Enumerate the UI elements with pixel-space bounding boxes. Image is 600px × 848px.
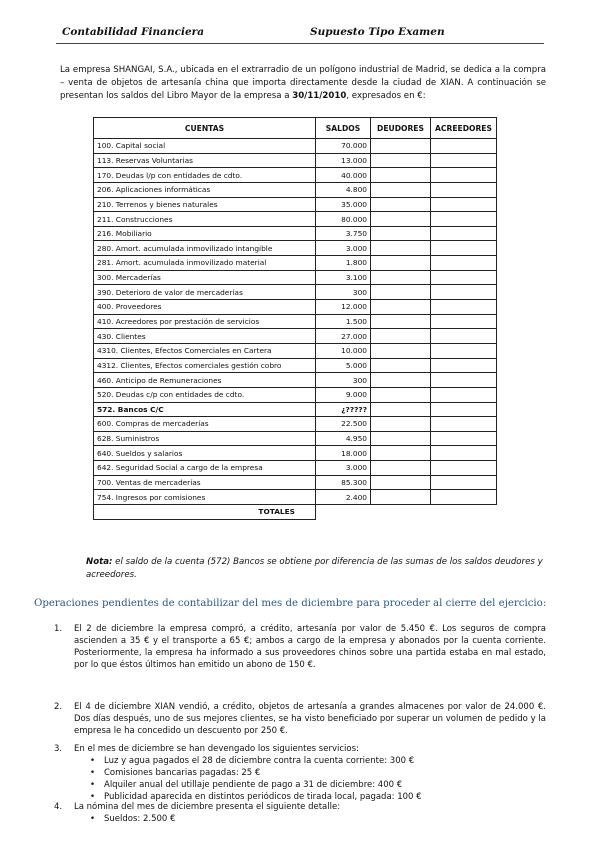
cell-acreedores: [431, 329, 497, 344]
table-row: [94, 358, 497, 373]
operation-number: 3.: [54, 744, 63, 754]
table-row: [94, 431, 497, 446]
cell-cuenta: 300. Mercaderías: [94, 270, 316, 285]
cell-cuenta: 210. Terrenos y bienes naturales: [94, 197, 316, 212]
header-subject: Contabilidad Financiera: [62, 26, 205, 38]
cell-cuenta: 754. Ingresos por comisiones: [94, 490, 316, 505]
table-row: [94, 270, 497, 285]
cell-acreedores: [431, 256, 497, 271]
table-row: [94, 168, 497, 183]
list-item-text: Sueldos: 2.500 €: [104, 814, 176, 824]
cell-saldo: 85.300: [316, 475, 371, 490]
totals-label: TOTALES: [94, 505, 316, 520]
cell-saldo: 9.000: [316, 387, 371, 402]
cell-cuenta: 642. Seguridad Social a cargo de la empresa: [94, 461, 316, 476]
cell-deudores: [371, 402, 431, 417]
cell-deudores: [371, 139, 431, 154]
table-row: [94, 300, 497, 315]
cell-deudores: [371, 241, 431, 256]
cell-deudores: [371, 182, 431, 197]
operation-1: [54, 623, 546, 671]
cell-cuenta: 206. Aplicaciones informáticas: [94, 182, 316, 197]
list-item-text: Luz y agua pagados el 28 de diciembre contra la cuenta corriente: 300 €: [104, 756, 415, 766]
table-row: [94, 182, 497, 197]
cell-saldo: 70.000: [316, 139, 371, 154]
cell-saldo: 2.400: [316, 490, 371, 505]
cell-acreedores: [431, 461, 497, 476]
list-item: [90, 813, 546, 825]
cell-cuenta: 216. Mobiliario: [94, 226, 316, 241]
totals-row: [94, 505, 497, 520]
table-row: [94, 139, 497, 154]
cell-saldo: 5.000: [316, 358, 371, 373]
bullet-icon: •: [90, 792, 96, 802]
operation-3: [54, 743, 546, 803]
cell-cuenta: 170. Deudas l/p con entidades de cdto.: [94, 168, 316, 183]
note-text: el saldo de la cuenta (572) Bancos se obtiene por diferencia de las sumas de los saldos deudores y acreedores.: [86, 557, 543, 580]
operation-text: En el mes de diciembre se han devengado los siguientes servicios:: [74, 744, 359, 754]
totals-empty-cell: [371, 505, 431, 520]
cell-saldo: 22.500: [316, 417, 371, 432]
cell-acreedores: [431, 431, 497, 446]
cell-deudores: [371, 431, 431, 446]
cell-acreedores: [431, 139, 497, 154]
cell-cuenta: 4310. Clientes, Efectos Comerciales en Cartera: [94, 343, 316, 358]
cell-saldo: 10.000: [316, 343, 371, 358]
table-row: [94, 153, 497, 168]
intro-date: 30/11/2010: [292, 91, 347, 101]
operation-text: El 2 de diciembre la empresa compró, a crédito, artesanía por valor de 5.450 €. Los seguros de compra ascienden a 35 € y el transporte a 65 €; ambos a cargo de la empresa y abonados por la cuenta corriente. Posteriormente, la empresa ha informado a sus proveedores chinos sobre una partida estaba en mal estado, por lo que éstos últimos han emitido un abono de 150 €.: [74, 624, 546, 670]
cell-acreedores: [431, 446, 497, 461]
cell-saldo: 3.000: [316, 241, 371, 256]
list-item: [90, 767, 546, 779]
header-doc-type: Supuesto Tipo Examen: [310, 26, 445, 38]
cell-saldo: 4.950: [316, 431, 371, 446]
cell-cuenta: 410. Acreedores por prestación de servicios: [94, 314, 316, 329]
cell-cuenta: 572. Bancos C/C: [94, 402, 316, 417]
cell-deudores: [371, 197, 431, 212]
note: [86, 556, 546, 582]
cell-deudores: [371, 314, 431, 329]
page-header: [56, 26, 544, 44]
ledger-header-row: [94, 118, 497, 139]
cell-deudores: [371, 256, 431, 271]
list-item-text: Alquiler anual del utillaje pendiente de pago a 31 de diciembre: 400 €: [104, 780, 403, 790]
cell-acreedores: [431, 417, 497, 432]
cell-deudores: [371, 387, 431, 402]
table-row: [94, 285, 497, 300]
operation-4: [54, 801, 546, 825]
ledger-table: [93, 117, 497, 520]
cell-saldo: 80.000: [316, 212, 371, 227]
cell-deudores: [371, 212, 431, 227]
list-item: [90, 779, 546, 791]
cell-acreedores: [431, 197, 497, 212]
cell-acreedores: [431, 226, 497, 241]
cell-cuenta: 460. Anticipo de Remuneraciones: [94, 373, 316, 388]
table-row: [94, 241, 497, 256]
cell-saldo: 300: [316, 285, 371, 300]
operation-number: 1.: [54, 624, 63, 634]
col-header-deudores: DEUDORES: [371, 118, 431, 139]
cell-acreedores: [431, 270, 497, 285]
table-row: [94, 402, 497, 417]
list-item-text: Comisiones bancarias pagadas: 25 €: [104, 768, 261, 778]
cell-saldo: 3.000: [316, 461, 371, 476]
operation-text: El 4 de diciembre XIAN vendió, a crédito, objetos de artesanía a grandes almacenes por valor de 24.000 €. Dos días después, uno de sus mejores clientes, se ha visto beneficiado por superar un volumen de pedido y la empresa le ha concedido un descuento por 250 €.: [74, 702, 546, 736]
ledger-body: [94, 139, 497, 520]
operation-2: [54, 701, 546, 737]
cell-acreedores: [431, 373, 497, 388]
intro-text: La empresa SHANGAI, S.A., ubicada en el extrarradio de un polígono industrial de Madrid, se dedica a la compra – venta de objetos de artesanía china que importa directamente desde la ciudad de XIAN. A continuación se presentan los saldos del Libro Mayor de la empresa a: [60, 65, 546, 101]
cell-acreedores: [431, 285, 497, 300]
cell-acreedores: [431, 153, 497, 168]
cell-cuenta: 600. Compras de mercaderías: [94, 417, 316, 432]
cell-acreedores: [431, 212, 497, 227]
table-row: [94, 475, 497, 490]
cell-deudores: [371, 490, 431, 505]
cell-saldo: 1.500: [316, 314, 371, 329]
cell-cuenta: 280. Amort. acumulada inmovilizado intangible: [94, 241, 316, 256]
table-row: [94, 329, 497, 344]
cell-acreedores: [431, 300, 497, 315]
cell-cuenta: 640. Sueldos y salarios: [94, 446, 316, 461]
cell-saldo: ¿?????: [316, 402, 371, 417]
table-row: [94, 387, 497, 402]
operation-number: 4.: [54, 802, 63, 812]
cell-acreedores: [431, 343, 497, 358]
table-row: [94, 461, 497, 476]
section-title: Operaciones pendientes de contabilizar del mes de diciembre para proceder al cierre del ejercicio:: [34, 598, 547, 609]
cell-acreedores: [431, 358, 497, 373]
cell-deudores: [371, 461, 431, 476]
cell-deudores: [371, 270, 431, 285]
cell-saldo: 1.800: [316, 256, 371, 271]
cell-cuenta: 113. Reservas Voluntarias: [94, 153, 316, 168]
cell-cuenta: 400. Proveedores: [94, 300, 316, 315]
cell-acreedores: [431, 241, 497, 256]
cell-cuenta: 211. Construcciones: [94, 212, 316, 227]
cell-acreedores: [431, 490, 497, 505]
cell-acreedores: [431, 168, 497, 183]
cell-deudores: [371, 343, 431, 358]
cell-cuenta: 628. Suministros: [94, 431, 316, 446]
table-row: [94, 446, 497, 461]
list-item-text: Publicidad aparecida en distintos periódicos de tirada local, pagada: 100 €: [104, 792, 422, 802]
cell-cuenta: 4312. Clientes, Efectos comerciales gestión cobro: [94, 358, 316, 373]
table-row: [94, 226, 497, 241]
intro-tail: , expresados en €:: [346, 91, 426, 101]
cell-cuenta: 700. Ventas de mercaderías: [94, 475, 316, 490]
totals-empty-cell: [316, 505, 371, 520]
cell-acreedores: [431, 182, 497, 197]
cell-deudores: [371, 226, 431, 241]
cell-cuenta: 390. Deterioro de valor de mercaderías: [94, 285, 316, 300]
col-header-acreedores: ACREEDORES: [431, 118, 497, 139]
table-row: [94, 212, 497, 227]
cell-saldo: 300: [316, 373, 371, 388]
cell-cuenta: 100. Capital social: [94, 139, 316, 154]
bullet-icon: •: [90, 780, 96, 790]
cell-saldo: 27.000: [316, 329, 371, 344]
cell-saldo: 35.000: [316, 197, 371, 212]
operation-text: La nómina del mes de diciembre presenta el siguiente detalle:: [74, 802, 341, 812]
table-row: [94, 197, 497, 212]
cell-cuenta: 281. Amort. acumulada inmovilizado material: [94, 256, 316, 271]
cell-cuenta: 430. Clientes: [94, 329, 316, 344]
operation-number: 2.: [54, 702, 63, 712]
cell-deudores: [371, 373, 431, 388]
cell-deudores: [371, 446, 431, 461]
bullet-icon: •: [90, 768, 96, 778]
cell-deudores: [371, 417, 431, 432]
cell-saldo: 13.000: [316, 153, 371, 168]
cell-saldo: 4.800: [316, 182, 371, 197]
cell-saldo: 12.000: [316, 300, 371, 315]
cell-acreedores: [431, 387, 497, 402]
cell-acreedores: [431, 314, 497, 329]
cell-deudores: [371, 168, 431, 183]
cell-deudores: [371, 329, 431, 344]
intro-paragraph: [60, 64, 546, 103]
totals-empty-cell: [431, 505, 497, 520]
table-row: [94, 256, 497, 271]
cell-saldo: 40.000: [316, 168, 371, 183]
cell-saldo: 3.750: [316, 226, 371, 241]
cell-saldo: 18.000: [316, 446, 371, 461]
table-row: [94, 417, 497, 432]
cell-acreedores: [431, 475, 497, 490]
cell-deudores: [371, 300, 431, 315]
list-item: [90, 755, 546, 767]
col-header-saldos: SALDOS: [316, 118, 371, 139]
table-row: [94, 373, 497, 388]
note-label: Nota:: [86, 557, 113, 567]
col-header-cuentas: CUENTAS: [94, 118, 316, 139]
cell-deudores: [371, 475, 431, 490]
bullet-icon: •: [90, 814, 96, 824]
table-row: [94, 490, 497, 505]
cell-cuenta: 520. Deudas c/p con entidades de cdto.: [94, 387, 316, 402]
cell-saldo: 3.100: [316, 270, 371, 285]
cell-deudores: [371, 153, 431, 168]
cell-deudores: [371, 285, 431, 300]
cell-acreedores: [431, 402, 497, 417]
table-row: [94, 343, 497, 358]
table-row: [94, 314, 497, 329]
bullet-icon: •: [90, 756, 96, 766]
cell-deudores: [371, 358, 431, 373]
